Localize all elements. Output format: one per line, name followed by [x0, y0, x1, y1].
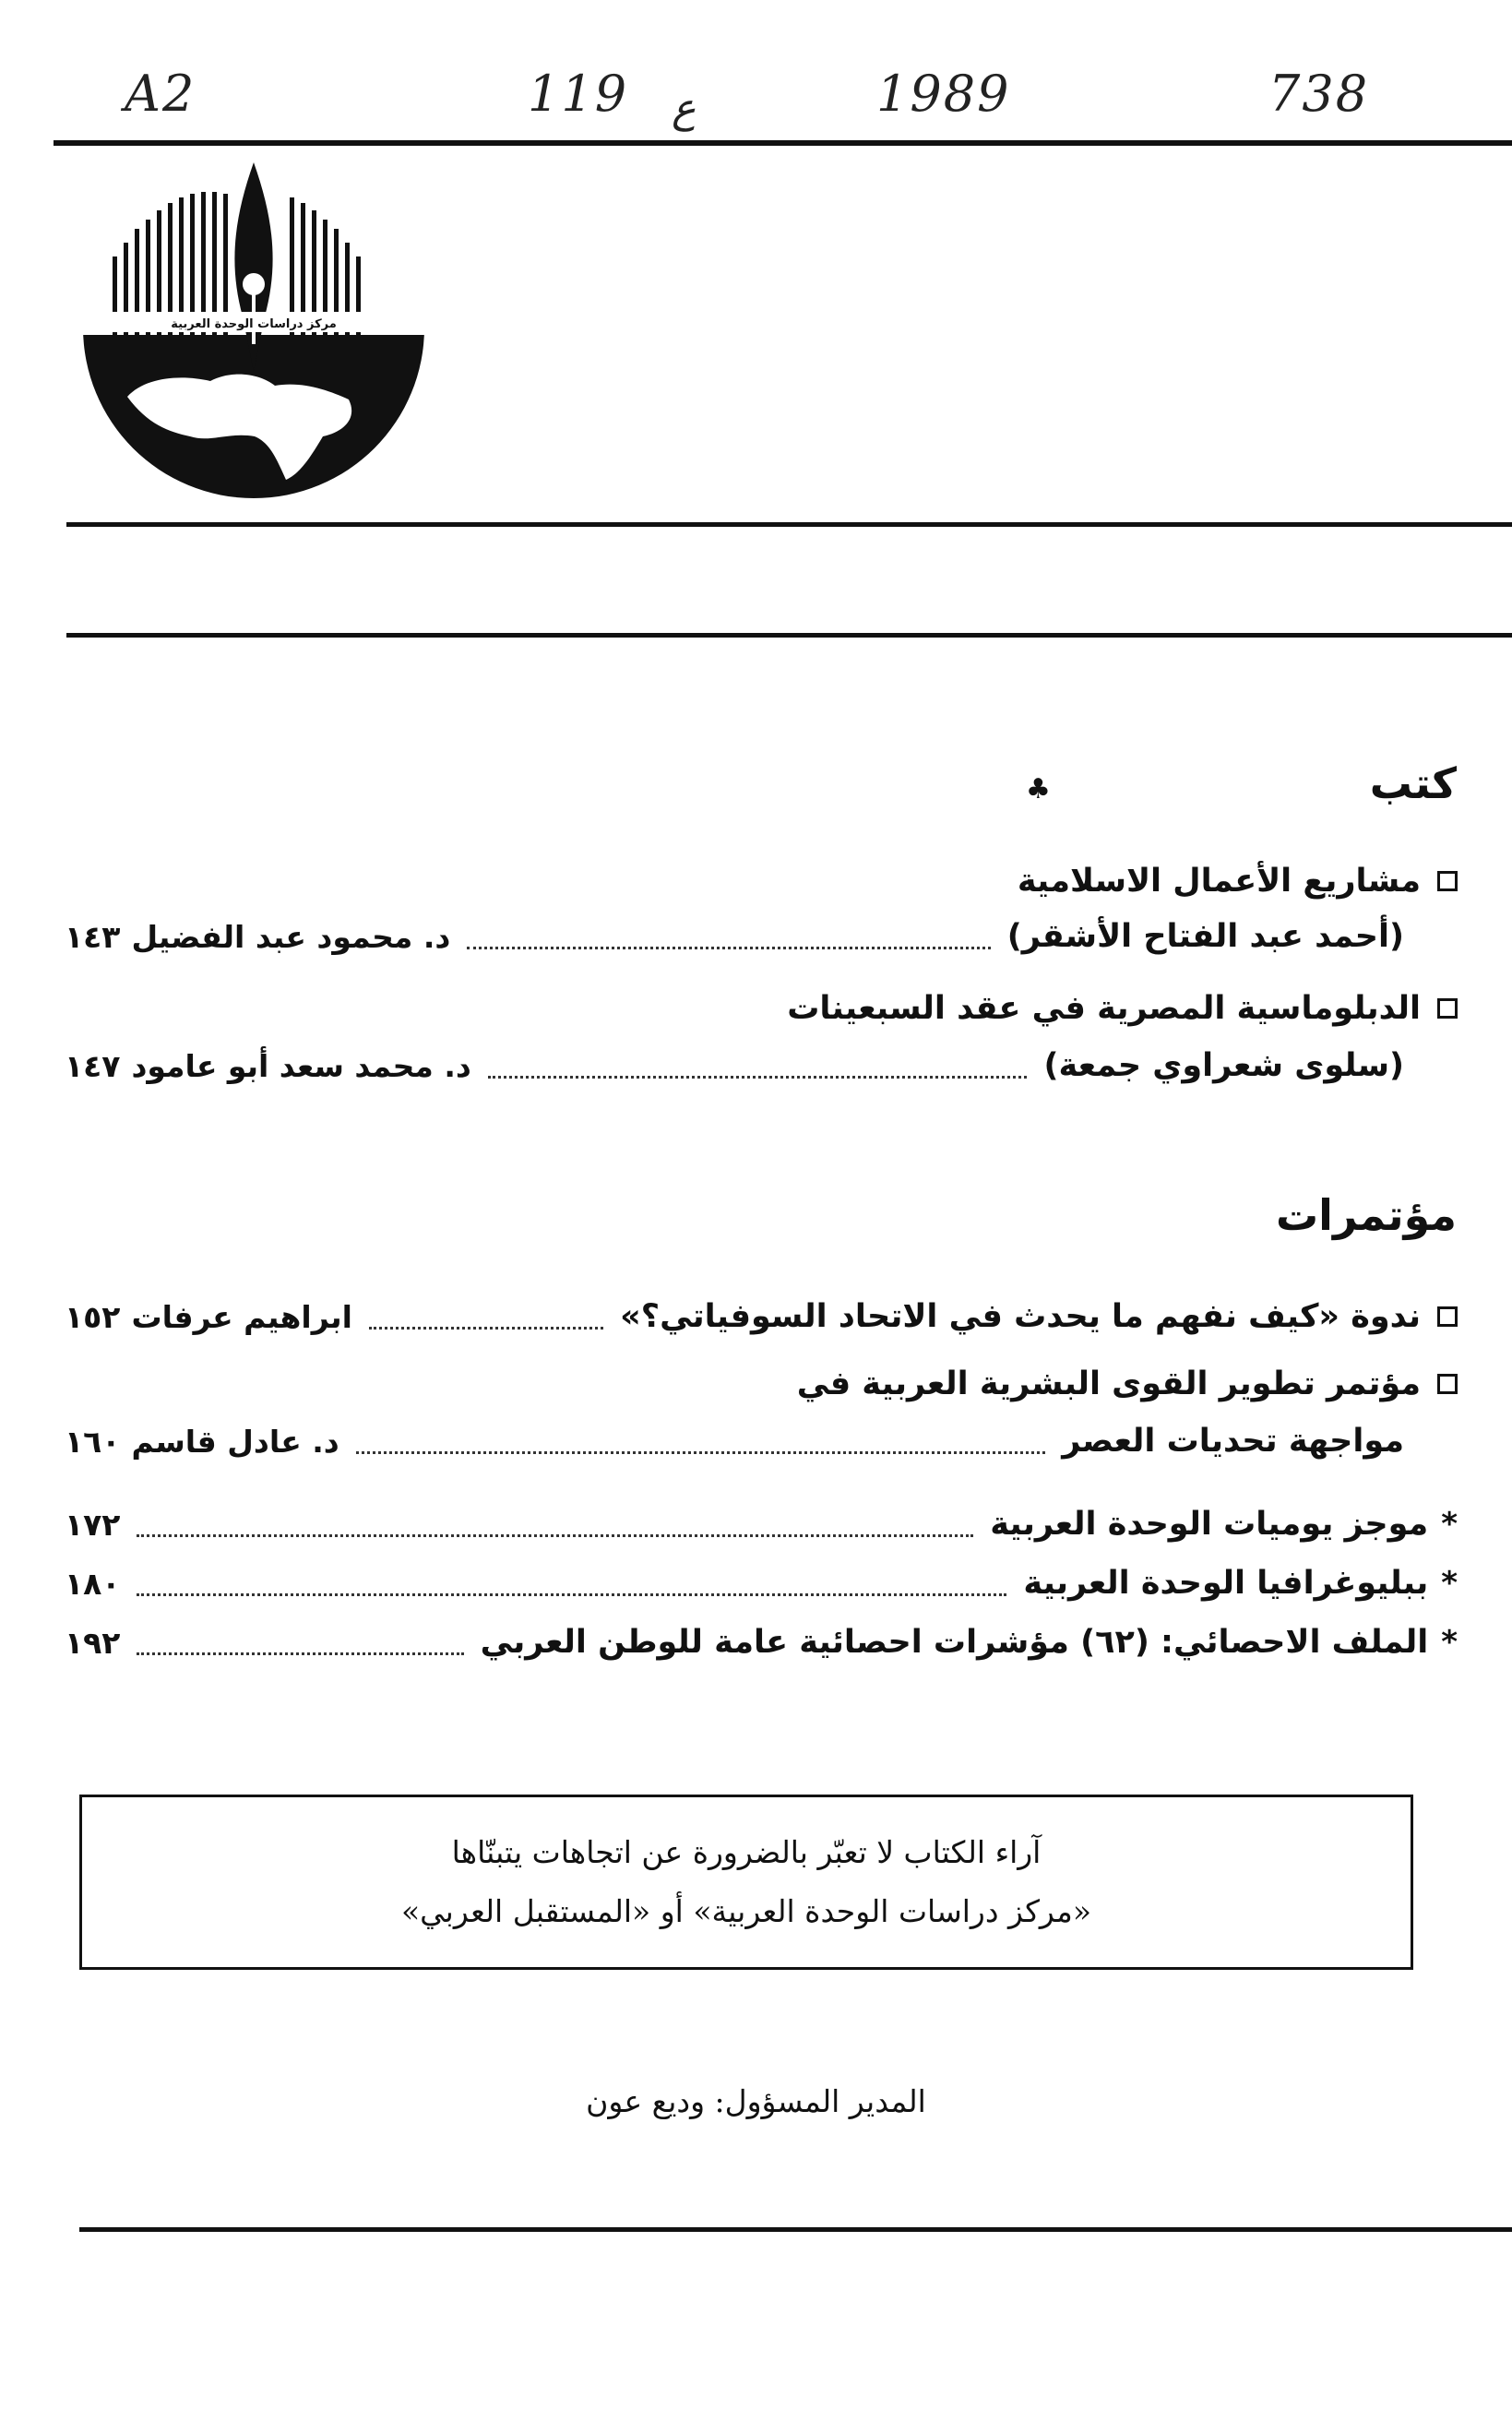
toc-entry-title: مشاريع الأعمال الاسلامية — [65, 853, 1458, 909]
checkbox-square-icon — [1437, 871, 1458, 891]
handwritten-code: A2 — [125, 65, 196, 123]
bottom-rule — [79, 2227, 1512, 2232]
dot-leader — [369, 1327, 603, 1330]
toc-entry: ندوة «كيف نفهم ما يحدث في الاتحاد السوفياتي؟» ابراهيم عرفات ١٥٢ — [65, 1289, 1458, 1344]
toc-page: ١٧٢ — [65, 1506, 121, 1543]
toc-author: ابراهيم عرفات — [131, 1298, 352, 1335]
handwritten-year: 1989 — [876, 65, 1011, 123]
toc-page: ١٥٢ — [65, 1298, 121, 1335]
disclaimer-line-1: آراء الكتاب لا تعبّر بالضرورة عن اتجاهات يتبنّاها — [451, 1834, 1042, 1870]
dot-leader — [137, 1593, 1006, 1596]
center-logo — [81, 155, 427, 501]
rule-2 — [66, 633, 1512, 638]
toc-page: ١٤٧ — [65, 1047, 121, 1084]
toc-entry: * ببليوغرافيا الوحدة العربية ١٨٠ — [65, 1565, 1458, 1602]
checkbox-square-icon — [1437, 998, 1458, 1019]
dot-leader — [137, 1652, 463, 1655]
ornament-icon: ♣ — [1026, 773, 1051, 805]
toc-page: ١٤٣ — [65, 918, 121, 955]
toc-author: د. عادل قاسم — [131, 1423, 339, 1460]
handwritten-number: 119 — [528, 65, 629, 123]
toc-author: د. محمود عبد الفضيل — [131, 918, 451, 955]
dot-leader — [137, 1534, 973, 1537]
toc-entry: (أحمد عبد الفتاح الأشقر) د. محمود عبد الفضيل ١٤٣ — [65, 918, 1404, 955]
rule-1 — [66, 522, 1512, 527]
dot-leader — [488, 1076, 1028, 1079]
toc-entry: * موجز يوميات الوحدة العربية ١٧٢ — [65, 1506, 1458, 1543]
checkbox-square-icon — [1437, 1306, 1458, 1327]
toc-entry: * الملف الاحصائي: (٦٢) مؤشرات احصائية عامة للوطن العربي ١٩٢ — [65, 1624, 1458, 1661]
dot-leader — [356, 1451, 1046, 1454]
asterisk-icon: * — [1441, 1565, 1458, 1602]
logo-text: مركز دراسات الوحدة العربية — [171, 317, 337, 331]
disclaimer-box — [79, 1795, 1413, 1970]
checkbox-square-icon — [1437, 1374, 1458, 1394]
toc-entry: (سلوى شعراوي جمعة) د. محمد سعد أبو عامود ١٤٧ — [65, 1047, 1404, 1084]
toc-entry-title: الدبلوماسية المصرية في عقد السبعينات — [65, 981, 1458, 1036]
toc-page: ١٨٠ — [65, 1565, 121, 1602]
asterisk-icon: * — [1441, 1506, 1458, 1543]
toc-entry-title: مؤتمر تطوير القوى البشرية العربية في — [65, 1356, 1458, 1412]
handwritten-page-number: 738 — [1268, 65, 1370, 123]
handwritten-letter: ع — [672, 85, 696, 132]
asterisk-icon: * — [1441, 1624, 1458, 1661]
dot-leader — [467, 947, 990, 949]
toc-entry: مواجهة تحديات العصر د. عادل قاسم ١٦٠ — [65, 1423, 1404, 1460]
section-heading-conferences: مؤتمرات — [1275, 1190, 1457, 1240]
section-heading-books: كتب — [1369, 758, 1457, 808]
toc-page: ١٩٢ — [65, 1624, 121, 1661]
toc-author: د. محمد سعد أبو عامود — [131, 1047, 471, 1084]
responsible-manager: المدير المسؤول: وديع عون — [586, 2083, 926, 2119]
top-rule — [54, 140, 1512, 146]
disclaimer-line-2: «مركز دراسات الوحدة العربية» أو «المستقبل العربي» — [400, 1893, 1092, 1929]
toc-page: ١٦٠ — [65, 1423, 121, 1460]
